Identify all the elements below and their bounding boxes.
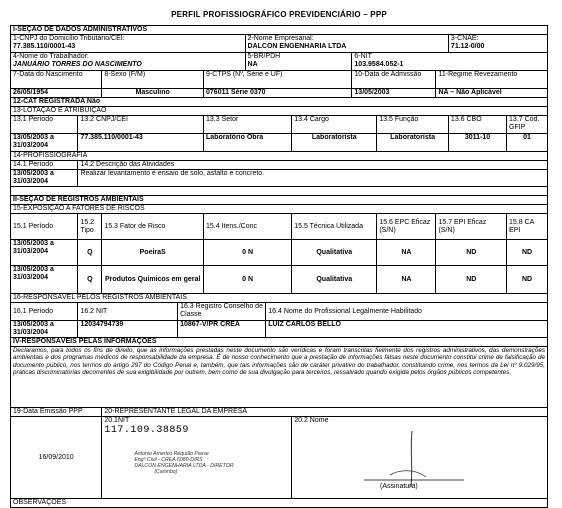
responsavel-header: 16-RESPONSÁVEL PELOS REGISTROS AMBIENTAIS	[11, 294, 548, 303]
lot-col-periodo: 13.1 Período	[11, 116, 78, 134]
exp-row-1-tecnica: Qualitativa	[292, 240, 377, 266]
exp-col-fator: 15.3 Fator de Risco	[102, 214, 204, 240]
exp-row-1-periodo: 13/05/2003 a 31/03/2004	[11, 240, 78, 266]
signature-mark	[294, 425, 494, 491]
exp-col-itens: 15.4 Itens./Conc	[204, 214, 292, 240]
exp-col-epi: 15.7 EPI Eficaz (S/N)	[436, 214, 507, 240]
stamp-line-2: Engº Civil - CREA 6080-D/RS	[134, 457, 203, 463]
nit-label: 6-NIT	[354, 53, 372, 60]
exp-col-ca: 15.8 CA EPI	[507, 214, 548, 240]
exp-row-1-tipo: Q	[78, 240, 102, 266]
document-title: PERFIL PROFISSIOGRÁFICO PREVIDENCIÁRIO – PPP	[171, 10, 387, 19]
cnae-cell	[448, 35, 547, 53]
section-2-header: II-SEÇÃO DE REGISTROS AMBIENTAIS	[11, 196, 548, 205]
resp-registro-value: 10867-V/PR CREA	[178, 321, 266, 338]
exp-row-1-ca: ND	[507, 240, 548, 266]
lot-col-gfip: 13.7 Cód. GFIP	[507, 116, 548, 134]
sexo-label: 8-Sexo (F/M)	[102, 71, 204, 89]
exp-row-1-fator: PoeiraS	[102, 240, 204, 266]
exp-row-1-epi: ND	[436, 240, 507, 266]
nit-value: 103.9584.052-1	[354, 61, 404, 68]
br-value: NA	[247, 61, 258, 68]
empresa-label: 2-Nome Empresarial:	[247, 35, 314, 42]
cnae-value: 71.12-0/00	[450, 43, 485, 50]
resp-nome-value: LUIZ CARLOS BELLO	[266, 321, 548, 338]
lot-gfip-value: 01	[507, 134, 548, 152]
ctps-label: 9-CTPS (Nº, Série e UF)	[204, 71, 352, 89]
lot-col-funcao: 13.5 Função	[377, 116, 449, 134]
rep-name-label: 20.2 Nome	[294, 417, 329, 424]
ppp-form-table	[10, 25, 548, 508]
resp-nit-value: 12034794739	[78, 321, 178, 338]
carimbo-label: (Carimbo)	[154, 469, 178, 475]
lot-funcao-value: Laboratorista	[377, 134, 449, 152]
resp-periodo-value: 13/05/2003 a 31/03/2004	[11, 321, 78, 338]
exp-row-2-epc: NA	[377, 266, 436, 294]
declaration-text: Declaramos, para todos os fins de direito, que as informações prestadas neste documento são verídicas e foram transcritas fielmente dos registros administrativos, das demonstrações ambientais e dos programas médicos de responsabilidade da empresa. É de nosso conhecimento que a prestação de informações falsas neste documento constitui crime de falsificação de documento público, nos termos do artigo 297 do Código Penal e, também, que tais informações são de caráter privativo do trabalhador, constituindo crime, nos termos da Lei nº 9.029/95, práticas discriminatórias decorrentes de sua exigibilidade por outrem, bem como de sua divulgação para terceiros, ressalvado quando exigida pelos órgãos públicos competentes.	[11, 347, 548, 408]
cnpj-value: 77.385.110/0001-43	[13, 43, 76, 50]
admissao-label: 10-Data de Admissão	[352, 71, 436, 89]
cnae-label: 3-CNAE:	[450, 35, 479, 42]
rep-nit-value: 117.109.38859	[104, 425, 189, 436]
exp-row-2-itens: 0 N	[204, 266, 292, 294]
nascimento-label: 7-Data do Nascimento	[11, 71, 102, 89]
cnpj-cell	[11, 35, 246, 53]
nit-stamp-cell	[102, 417, 292, 499]
sexo-value: Masculino	[102, 89, 204, 98]
spacer-row	[11, 187, 548, 196]
exp-col-tecnica: 15.5 Técnica Utilizada	[292, 214, 377, 240]
exposicao-header: 15-EXPOSIÇÃO A FATORES DE RISCOS	[11, 205, 548, 214]
empresa-cell	[245, 35, 448, 53]
trabalhador-label: 4-Nome do Trabalhador:	[13, 53, 89, 60]
section-4-header: IV-RESPONSÁVEIS PELAS INFORMAÇÕES	[11, 338, 548, 347]
stamp-line-3: DALCON ENGENHARIA LTDA - DIRETOR	[134, 463, 234, 469]
br-cell	[245, 53, 352, 71]
lot-col-cargo: 13.4 Cargo	[292, 116, 377, 134]
lot-cargo-value: Laboratorista	[292, 134, 377, 152]
representante-label: 20-REPRESENTANTE LEGAL DA EMPRESA	[102, 408, 548, 417]
cat-registrada: 12-CAT REGISTRADA Não	[11, 98, 548, 107]
ppp-document	[10, 10, 548, 508]
nascimento-value: 26/05/1954	[11, 89, 102, 98]
resp-col-registro: 16.3 Registro Conselho de Classe	[178, 303, 266, 321]
exp-col-periodo: 15.1 Período	[11, 214, 78, 240]
observacoes-label: OBSERVAÇÕES	[11, 499, 548, 508]
assinatura-label: (Assinatura)	[380, 483, 418, 490]
emissao-label: 19-Data Emissão PPP	[11, 408, 102, 417]
lot-periodo-value: 13/05/2003 a 31/03/2004	[11, 134, 78, 152]
br-label: 5-BR/PDH	[247, 53, 281, 60]
prof-periodo-value: 13/05/2003 a 31/03/2004	[11, 170, 78, 187]
section-1-header: I-SEÇÃO DE DADOS ADMINISTRATIVOS	[11, 26, 548, 35]
exp-row-2-tecnica: Qualitativa	[292, 266, 377, 294]
lot-cnpj-value: 77.385.110/0001-43	[78, 134, 204, 152]
admissao-value: 13/05/2003	[352, 89, 436, 98]
exp-row-2-tipo: Q	[78, 266, 102, 294]
resp-col-nome: 16.4 Nome do Profissional Legalmente Habilitado	[266, 303, 548, 321]
stamp-line-1: Antonio Americo Requião Passe	[134, 451, 209, 457]
exp-row-1-epc: NA	[377, 240, 436, 266]
lot-col-cnpj: 13.2 CNPJ/CEI	[78, 116, 204, 134]
exp-col-tipo: 15.2 Tipo	[78, 214, 102, 240]
rep-nit-label: 20.1NIT	[104, 417, 130, 424]
profissiografia-header: 14-PROFISSIOGRAFIA	[11, 152, 548, 161]
lot-setor-value: Laboratório Obra	[204, 134, 292, 152]
nit-cell	[352, 53, 548, 71]
prof-descricao-value: Realizar levantamento e ensaio de solo, asfalto e concreto.	[78, 170, 548, 187]
revezamento-label: 11-Regime Revezamento	[436, 71, 548, 89]
lot-cbo-value: 3011-10	[448, 134, 506, 152]
lotacao-header: 13-LOTAÇÃO E ATRIBUIÇÃO	[11, 107, 548, 116]
trabalhador-cell	[11, 53, 246, 71]
cnpj-label: 1-CNPJ do Domicílio Tributário/CEI:	[13, 35, 125, 42]
exp-row-2-periodo: 13/05/2003 a 31/03/2004	[11, 266, 78, 294]
exp-row-1-itens: 0 N	[204, 240, 292, 266]
emissao-date: 16/09/2010	[11, 417, 102, 499]
revezamento-value: NA – Não Aplicável	[436, 89, 548, 98]
prof-col-descricao: 14.2 Descrição das Atividades	[78, 161, 548, 170]
exp-row-2-epi: ND	[436, 266, 507, 294]
prof-col-periodo: 14.1 Período	[11, 161, 78, 170]
exp-row-2-fator: Produtos Químicos em geral	[102, 266, 204, 294]
exp-col-epc: 15.6 EPC Eficaz (S/N)	[377, 214, 436, 240]
empresa-value: DALCON ENGENHARIA LTDA	[247, 43, 347, 50]
resp-col-nit: 16.2 NIT	[78, 303, 178, 321]
lot-col-setor: 13.3 Setor	[204, 116, 292, 134]
resp-col-periodo: 16.1 Período	[11, 303, 78, 321]
trabalhador-value: JANUÁRIO TORRES DO NASCIMENTO	[13, 61, 142, 68]
lot-col-cbo: 13.6 CBO	[448, 116, 506, 134]
ctps-value: 076011 Série 0370	[204, 89, 352, 98]
signature-cell	[292, 417, 548, 499]
exp-row-2-ca: ND	[507, 266, 548, 294]
